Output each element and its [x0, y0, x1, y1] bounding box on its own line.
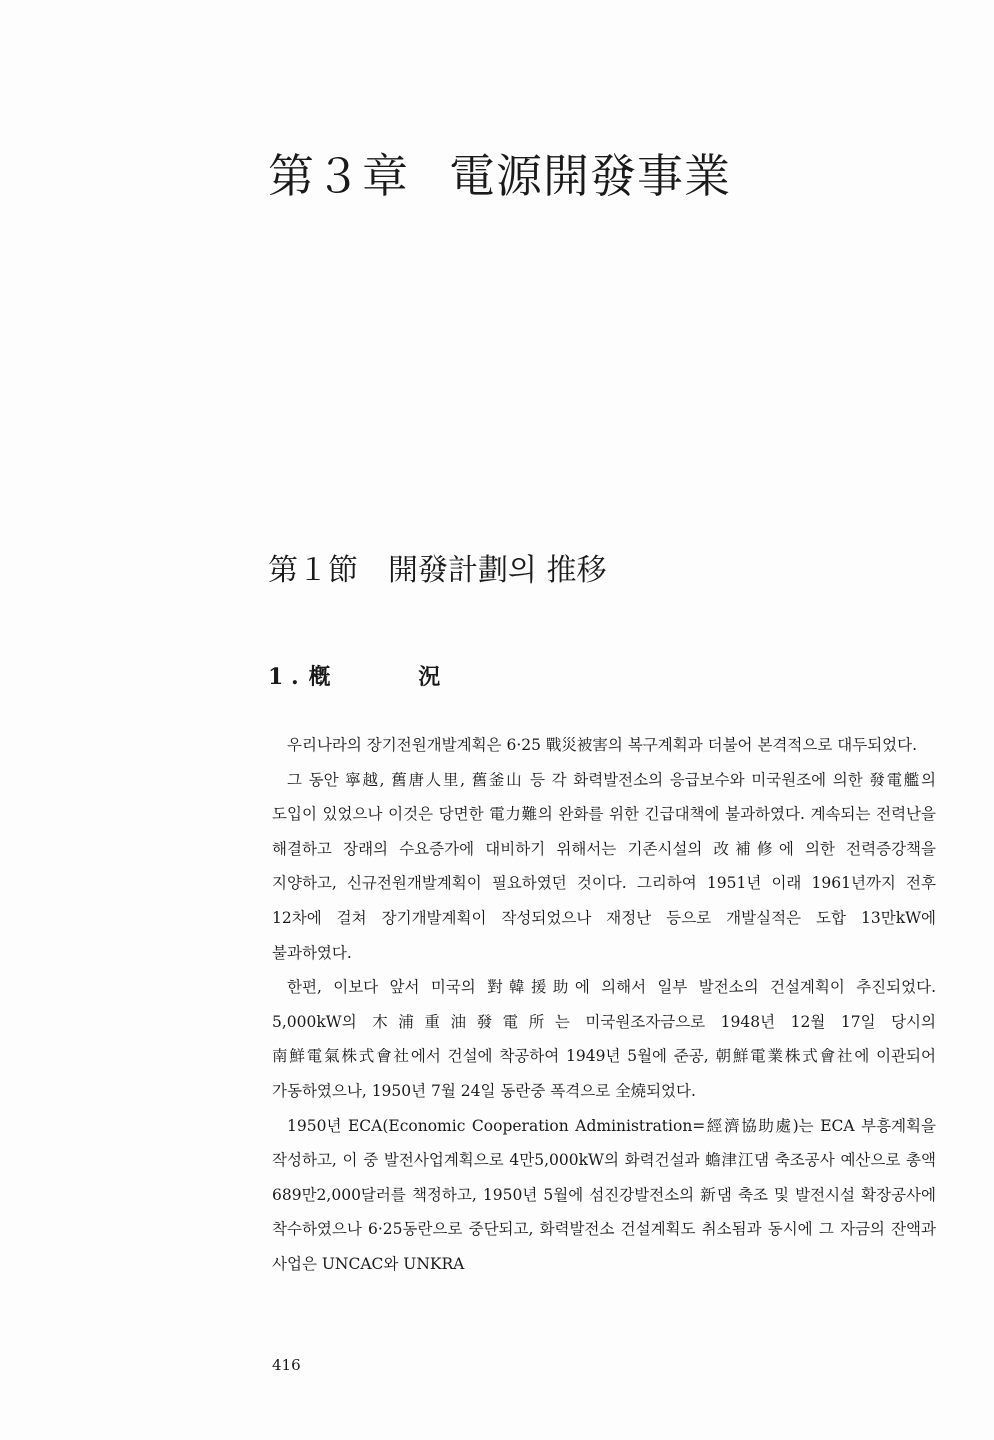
paragraph: 그 동안 寧越, 舊唐人里, 舊釜山 등 각 화력발전소의 응급보수와 미국원조에 의한 發電艦의 도입이 있었으나 이것은 당면한 電力難의 완화를 위한 긴급대책에 불과하였다. 계속되는 전력난을 해결하고 장래의 수요증가에 대비하기 위해서는 기존시설의 改補修에 의한 전력증강책을 지양하고, 신규전원개발계획이 필요하였던 것이다. 그리하여 1951년 이래 1961년까지 전후 12차에 걸쳐 장기개발계획이 작성되었으나 재정난 등으로 개발실적은 도합 13만kW에 불과하였다.: [272, 770, 936, 962]
chapter-title: [268, 140, 731, 206]
chapter-number: 第３章: [268, 149, 409, 203]
body-text: [272, 728, 936, 1282]
subsection-name: 槪 況: [308, 664, 481, 690]
subsection-heading: [268, 660, 480, 691]
section-title: [268, 545, 607, 589]
section-number: 第１節: [268, 553, 358, 588]
paragraph: 우리나라의 장기전원개발계획은 6·25 戰災被害의 복구계획과 더불어 본격적으로 대두되었다.: [287, 736, 918, 754]
section-name: 開發計劃의 推移: [388, 553, 607, 588]
page-number: 416: [272, 1356, 301, 1374]
subsection-number: 1 .: [268, 664, 299, 690]
paragraph: 한편, 이보다 앞서 미국의 對韓援助에 의해서 일부 발전소의 건설계획이 추진되었다. 5,000kW의 木浦重油發電所는 미국원조자금으로 1948년 12월 17일 당시의 南鮮電氣株式會社에서 건설에 착공하여 1949년 5월에 준공, 朝鮮電業株式會社에 이관되어 가동하였으나, 1950년 7월 24일 동란중 폭격으로 全燒되었다.: [272, 978, 936, 1100]
chapter-name: 電源開發事業: [449, 149, 731, 203]
paragraph: 1950년 ECA(Economic Cooperation Administration=經濟協助處)는 ECA 부흥계획을 작성하고, 이 중 발전사업계획으로 4만5,000kW의 화력건설과 蟾津江댐 축조공사 예산으로 총액 689만2,000달러를 책정하고, 1950년 5월에 섬진강발전소의 新댐 축조 및 발전시설 확장공사에 착수하였으나 6·25동란으로 중단되고, 화력발전소 건설계획도 취소됨과 동시에 그 자금의 잔액과 사업은 UNCAC와 UNKRA: [272, 1116, 936, 1273]
